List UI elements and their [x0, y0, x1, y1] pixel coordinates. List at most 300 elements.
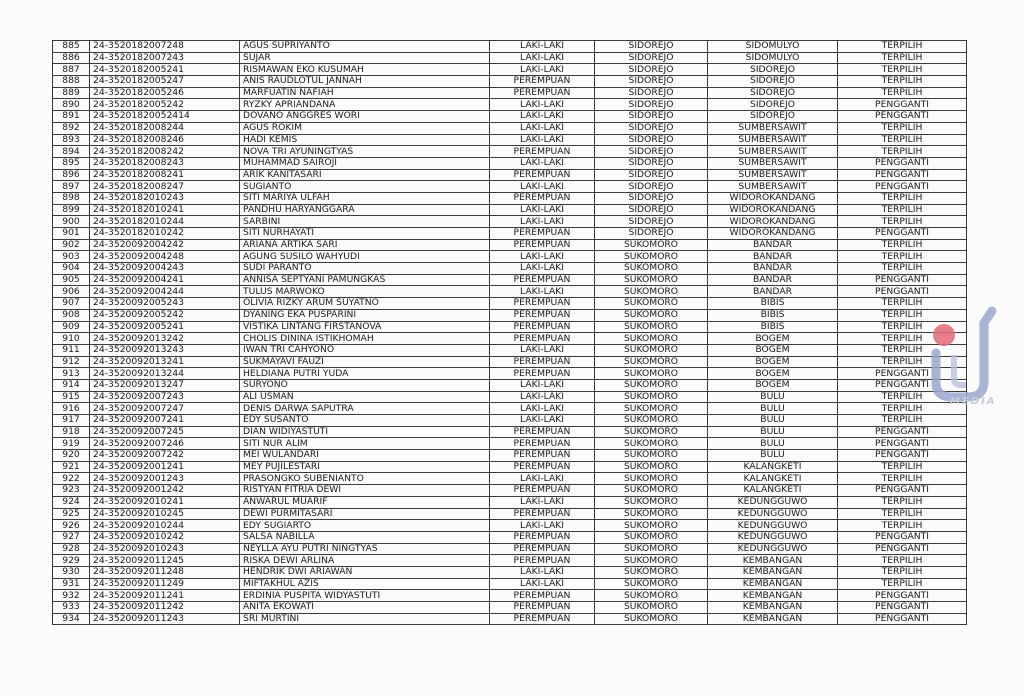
cell-desa: KEMBANGAN	[708, 566, 838, 578]
cell-status: PENGGANTI	[838, 169, 967, 181]
cell-person-name: ALI USMAN	[240, 391, 490, 403]
cell-desa: BIBIS	[708, 309, 838, 321]
cell-person-name: SUJAR	[240, 52, 490, 64]
cell-gender: PEREMPUAN	[490, 438, 595, 450]
cell-person-name: SUKMAYAVI FAUZI	[240, 356, 490, 368]
table-row	[53, 76, 967, 88]
cell-row-number: 886	[53, 52, 90, 64]
cell-row-number: 916	[53, 403, 90, 415]
cell-registration-id: 24-3520092001241	[90, 461, 240, 473]
cell-gender: PEREMPUAN	[490, 508, 595, 520]
cell-person-name: DENIS DARWA SAPUTRA	[240, 403, 490, 415]
cell-registration-id: 24-3520182005246	[90, 87, 240, 99]
cell-person-name: ARIK KANITASARI	[240, 169, 490, 181]
cell-registration-id: 24-3520182010244	[90, 216, 240, 228]
table-row	[53, 204, 967, 216]
table-row	[53, 169, 967, 181]
cell-row-number: 924	[53, 496, 90, 508]
cell-kecamatan: SUKOMORO	[595, 263, 708, 275]
cell-status: PENGGANTI	[838, 99, 967, 111]
cell-status: PENGGANTI	[838, 531, 967, 543]
table-row	[53, 438, 967, 450]
cell-status: PENGGANTI	[838, 426, 967, 438]
table-row	[53, 228, 967, 240]
cell-kecamatan: SUKOMORO	[595, 543, 708, 555]
cell-gender: PEREMPUAN	[490, 333, 595, 345]
cell-gender: PEREMPUAN	[490, 309, 595, 321]
table-row	[53, 251, 967, 263]
cell-kecamatan: SIDOREJO	[595, 64, 708, 76]
cell-desa: BOGEM	[708, 368, 838, 380]
cell-kecamatan: SUKOMORO	[595, 590, 708, 602]
cell-person-name: SRI MURTINI	[240, 613, 490, 625]
cell-desa: SIDOREJO	[708, 76, 838, 88]
cell-desa: BIBIS	[708, 321, 838, 333]
cell-desa: WIDOROKANDANG	[708, 216, 838, 228]
cell-kecamatan: SIDOREJO	[595, 41, 708, 53]
cell-person-name: ANITA EKOWATI	[240, 602, 490, 614]
cell-row-number: 892	[53, 122, 90, 134]
cell-person-name: DOVANO ANGGRES WORI	[240, 111, 490, 123]
table-row	[53, 403, 967, 415]
cell-row-number: 904	[53, 263, 90, 275]
table-row	[53, 64, 967, 76]
cell-kecamatan: SUKOMORO	[595, 461, 708, 473]
cell-status: TERPILIH	[838, 473, 967, 485]
cell-row-number: 909	[53, 321, 90, 333]
cell-desa: BULU	[708, 438, 838, 450]
cell-desa: BOGEM	[708, 333, 838, 345]
cell-desa: WIDOROKANDANG	[708, 204, 838, 216]
table-row	[53, 578, 967, 590]
cell-person-name: SARBINI	[240, 216, 490, 228]
cell-kecamatan: SUKOMORO	[595, 251, 708, 263]
cell-kecamatan: SIDOREJO	[595, 76, 708, 88]
cell-status: TERPILIH	[838, 403, 967, 415]
cell-person-name: AGUNG SUSILO WAHYUDI	[240, 251, 490, 263]
cell-desa: BOGEM	[708, 356, 838, 368]
cell-registration-id: 24-3520092010243	[90, 543, 240, 555]
cell-person-name: SITI NUR ALIM	[240, 438, 490, 450]
cell-row-number: 889	[53, 87, 90, 99]
cell-kecamatan: SIDOREJO	[595, 192, 708, 204]
cell-gender: LAKI-LAKI	[490, 415, 595, 427]
cell-registration-id: 24-3520182008242	[90, 146, 240, 158]
cell-registration-id: 24-3520092011242	[90, 602, 240, 614]
cell-person-name: ERDINIA PUSPITA WIDYASTUTI	[240, 590, 490, 602]
cell-row-number: 896	[53, 169, 90, 181]
cell-kecamatan: SUKOMORO	[595, 344, 708, 356]
cell-person-name: OLIVIA RIZKY ARUM SUYATNO	[240, 298, 490, 310]
cell-kecamatan: SUKOMORO	[595, 450, 708, 462]
cell-status: TERPILIH	[838, 555, 967, 567]
cell-row-number: 925	[53, 508, 90, 520]
cell-registration-id: 24-3520182010241	[90, 204, 240, 216]
cell-kecamatan: SUKOMORO	[595, 613, 708, 625]
cell-person-name: DYANING EKA PUSPARINI	[240, 309, 490, 321]
cell-kecamatan: SUKOMORO	[595, 566, 708, 578]
cell-registration-id: 24-3520182008241	[90, 169, 240, 181]
cell-desa: KEMBANGAN	[708, 613, 838, 625]
cell-row-number: 921	[53, 461, 90, 473]
cell-person-name: MIFTAKHUL AZIS	[240, 578, 490, 590]
table-row	[53, 333, 967, 345]
cell-status: TERPILIH	[838, 391, 967, 403]
cell-gender: LAKI-LAKI	[490, 344, 595, 356]
cell-registration-id: 24-3520092011248	[90, 566, 240, 578]
cell-gender: LAKI-LAKI	[490, 379, 595, 391]
table-row	[53, 543, 967, 555]
cell-desa: SUMBERSAWIT	[708, 181, 838, 193]
cell-row-number: 891	[53, 111, 90, 123]
cell-gender: PEREMPUAN	[490, 368, 595, 380]
cell-status: PENGGANTI	[838, 274, 967, 286]
table-row	[53, 566, 967, 578]
cell-status: PENGGANTI	[838, 286, 967, 298]
cell-desa: KALANGKETI	[708, 485, 838, 497]
cell-gender: PEREMPUAN	[490, 87, 595, 99]
cell-gender: PEREMPUAN	[490, 485, 595, 497]
cell-status: TERPILIH	[838, 333, 967, 345]
cell-person-name: ANWARUL MUARIF	[240, 496, 490, 508]
cell-desa: SUMBERSAWIT	[708, 157, 838, 169]
cell-gender: LAKI-LAKI	[490, 391, 595, 403]
cell-person-name: SUGIANTO	[240, 181, 490, 193]
cell-desa: BANDAR	[708, 239, 838, 251]
cell-registration-id: 24-3520092001243	[90, 473, 240, 485]
watermark-text: MEDIA	[950, 396, 997, 407]
iu-media-logo-icon	[928, 305, 998, 405]
cell-row-number: 922	[53, 473, 90, 485]
cell-desa: BULU	[708, 403, 838, 415]
table-row	[53, 263, 967, 275]
logo-blue-inner	[954, 355, 966, 385]
cell-status: TERPILIH	[838, 415, 967, 427]
cell-desa: WIDOROKANDANG	[708, 192, 838, 204]
cell-kecamatan: SUKOMORO	[595, 473, 708, 485]
cell-gender: LAKI-LAKI	[490, 216, 595, 228]
cell-person-name: DEWI PURMITASARI	[240, 508, 490, 520]
cell-registration-id: 24-3520092011243	[90, 613, 240, 625]
cell-desa: KALANGKETI	[708, 473, 838, 485]
cell-desa: SIDOMULYO	[708, 52, 838, 64]
cell-gender: PEREMPUAN	[490, 228, 595, 240]
cell-status: PENGGANTI	[838, 450, 967, 462]
cell-gender: LAKI-LAKI	[490, 134, 595, 146]
cell-person-name: EDY SUGIARTO	[240, 520, 490, 532]
cell-registration-id: 24-3520182007248	[90, 41, 240, 53]
table-row	[53, 391, 967, 403]
cell-kecamatan: SUKOMORO	[595, 239, 708, 251]
cell-status: PENGGANTI	[838, 590, 967, 602]
cell-gender: LAKI-LAKI	[490, 111, 595, 123]
cell-person-name: AGUS ROKIM	[240, 122, 490, 134]
cell-status: PENGGANTI	[838, 111, 967, 123]
table-row	[53, 321, 967, 333]
cell-gender: LAKI-LAKI	[490, 403, 595, 415]
cell-kecamatan: SIDOREJO	[595, 157, 708, 169]
cell-registration-id: 24-3520182005242	[90, 99, 240, 111]
cell-gender: PEREMPUAN	[490, 321, 595, 333]
table-row	[53, 157, 967, 169]
cell-registration-id: 24-35201820052414	[90, 111, 240, 123]
cell-registration-id: 24-3520092007246	[90, 438, 240, 450]
cell-kecamatan: SIDOREJO	[595, 134, 708, 146]
cell-status: TERPILIH	[838, 520, 967, 532]
cell-gender: LAKI-LAKI	[490, 99, 595, 111]
cell-registration-id: 24-3520182005241	[90, 64, 240, 76]
cell-desa: SIDOREJO	[708, 64, 838, 76]
cell-registration-id: 24-3520182010243	[90, 192, 240, 204]
cell-row-number: 934	[53, 613, 90, 625]
cell-row-number: 929	[53, 555, 90, 567]
cell-kecamatan: SUKOMORO	[595, 356, 708, 368]
cell-person-name: NOVA TRI AYUNINGTYAS	[240, 146, 490, 158]
cell-kecamatan: SIDOREJO	[595, 181, 708, 193]
table-row	[53, 41, 967, 53]
cell-desa: KEDUNGGUWO	[708, 520, 838, 532]
cell-kecamatan: SUKOMORO	[595, 309, 708, 321]
cell-row-number: 890	[53, 99, 90, 111]
cell-registration-id: 24-3520092013247	[90, 379, 240, 391]
cell-desa: SUMBERSAWIT	[708, 134, 838, 146]
table-row	[53, 344, 967, 356]
table-row	[53, 379, 967, 391]
cell-desa: KEDUNGGUWO	[708, 543, 838, 555]
table-row	[53, 450, 967, 462]
cell-gender: PEREMPUAN	[490, 590, 595, 602]
cell-kecamatan: SUKOMORO	[595, 321, 708, 333]
cell-person-name: SITI MARIYA ULFAH	[240, 192, 490, 204]
table-row	[53, 274, 967, 286]
table-row	[53, 52, 967, 64]
cell-person-name: MARFUATIN NAFIAH	[240, 87, 490, 99]
cell-registration-id: 24-3520182008246	[90, 134, 240, 146]
cell-registration-id: 24-3520092010241	[90, 496, 240, 508]
cell-gender: LAKI-LAKI	[490, 181, 595, 193]
cell-registration-id: 24-3520182005247	[90, 76, 240, 88]
cell-status: TERPILIH	[838, 122, 967, 134]
cell-status: TERPILIH	[838, 309, 967, 321]
cell-status: TERPILIH	[838, 134, 967, 146]
cell-kecamatan: SIDOREJO	[595, 122, 708, 134]
cell-status: TERPILIH	[838, 41, 967, 53]
cell-person-name: DIAN WIDIYASTUTI	[240, 426, 490, 438]
cell-person-name: ARIANA ARTIKA SARI	[240, 239, 490, 251]
cell-kecamatan: SUKOMORO	[595, 508, 708, 520]
cell-status: TERPILIH	[838, 356, 967, 368]
cell-row-number: 928	[53, 543, 90, 555]
cell-kecamatan: SUKOMORO	[595, 286, 708, 298]
cell-status: TERPILIH	[838, 508, 967, 520]
cell-registration-id: 24-3520092011241	[90, 590, 240, 602]
cell-person-name: VISTIKA LINTANG FIRSTANOVA	[240, 321, 490, 333]
cell-kecamatan: SUKOMORO	[595, 578, 708, 590]
cell-row-number: 926	[53, 520, 90, 532]
cell-desa: BULU	[708, 450, 838, 462]
cell-row-number: 914	[53, 379, 90, 391]
cell-gender: PEREMPUAN	[490, 461, 595, 473]
cell-kecamatan: SUKOMORO	[595, 496, 708, 508]
table-row	[53, 590, 967, 602]
cell-row-number: 920	[53, 450, 90, 462]
cell-desa: BULU	[708, 415, 838, 427]
cell-desa: SUMBERSAWIT	[708, 122, 838, 134]
cell-gender: PEREMPUAN	[490, 192, 595, 204]
cell-gender: LAKI-LAKI	[490, 286, 595, 298]
cell-row-number: 933	[53, 602, 90, 614]
table-row	[53, 426, 967, 438]
cell-gender: PEREMPUAN	[490, 356, 595, 368]
cell-gender: PEREMPUAN	[490, 602, 595, 614]
cell-status: TERPILIH	[838, 298, 967, 310]
cell-person-name: SITI NURHAYATI	[240, 228, 490, 240]
cell-desa: BULU	[708, 426, 838, 438]
cell-row-number: 897	[53, 181, 90, 193]
cell-registration-id: 24-3520092013242	[90, 333, 240, 345]
cell-kecamatan: SIDOREJO	[595, 111, 708, 123]
cell-kecamatan: SUKOMORO	[595, 602, 708, 614]
cell-person-name: EDY SUSANTO	[240, 415, 490, 427]
table-row	[53, 356, 967, 368]
cell-row-number: 915	[53, 391, 90, 403]
table-row	[53, 496, 967, 508]
cell-gender: PEREMPUAN	[490, 426, 595, 438]
table-row	[53, 146, 967, 158]
cell-desa: KEMBANGAN	[708, 602, 838, 614]
cell-gender: LAKI-LAKI	[490, 204, 595, 216]
cell-status: PENGGANTI	[838, 602, 967, 614]
cell-person-name: TULUS MARWOKO	[240, 286, 490, 298]
cell-registration-id: 24-3520092004243	[90, 263, 240, 275]
cell-status: TERPILIH	[838, 146, 967, 158]
cell-status: TERPILIH	[838, 566, 967, 578]
cell-registration-id: 24-3520092011245	[90, 555, 240, 567]
cell-kecamatan: SUKOMORO	[595, 485, 708, 497]
cell-row-number: 885	[53, 41, 90, 53]
cell-person-name: MUHAMMAD SAIROJI	[240, 157, 490, 169]
cell-desa: SUMBERSAWIT	[708, 169, 838, 181]
cell-row-number: 895	[53, 157, 90, 169]
cell-gender: PEREMPUAN	[490, 531, 595, 543]
cell-row-number: 906	[53, 286, 90, 298]
cell-gender: PEREMPUAN	[490, 169, 595, 181]
cell-gender: LAKI-LAKI	[490, 122, 595, 134]
cell-desa: SIDOMULYO	[708, 41, 838, 53]
cell-row-number: 913	[53, 368, 90, 380]
cell-status: TERPILIH	[838, 52, 967, 64]
cell-status: TERPILIH	[838, 496, 967, 508]
cell-desa: WIDOROKANDANG	[708, 228, 838, 240]
table-row	[53, 87, 967, 99]
cell-person-name: SUDI PARANTO	[240, 263, 490, 275]
cell-status: TERPILIH	[838, 216, 967, 228]
cell-row-number: 930	[53, 566, 90, 578]
cell-kecamatan: SUKOMORO	[595, 520, 708, 532]
cell-registration-id: 24-3520092013243	[90, 344, 240, 356]
cell-row-number: 905	[53, 274, 90, 286]
cell-gender: PEREMPUAN	[490, 450, 595, 462]
cell-person-name: PRASONGKO SUBENIANTO	[240, 473, 490, 485]
cell-row-number: 923	[53, 485, 90, 497]
cell-person-name: RISMAWAN EKO KUSUMAH	[240, 64, 490, 76]
cell-registration-id: 24-3520092004248	[90, 251, 240, 263]
table-row	[53, 286, 967, 298]
cell-row-number: 900	[53, 216, 90, 228]
cell-kecamatan: SIDOREJO	[595, 87, 708, 99]
cell-gender: PEREMPUAN	[490, 613, 595, 625]
cell-registration-id: 24-3520092007243	[90, 391, 240, 403]
cell-registration-id: 24-3520092001242	[90, 485, 240, 497]
cell-desa: BANDAR	[708, 251, 838, 263]
cell-gender: PEREMPUAN	[490, 274, 595, 286]
cell-registration-id: 24-3520092013244	[90, 368, 240, 380]
cell-kecamatan: SIDOREJO	[595, 99, 708, 111]
cell-registration-id: 24-3520092007241	[90, 415, 240, 427]
cell-person-name: RYZKY APRIANDANA	[240, 99, 490, 111]
cell-desa: SIDOREJO	[708, 99, 838, 111]
cell-desa: KEMBANGAN	[708, 578, 838, 590]
table-row	[53, 461, 967, 473]
cell-registration-id: 24-3520182007243	[90, 52, 240, 64]
cell-kecamatan: SIDOREJO	[595, 216, 708, 228]
cell-row-number: 902	[53, 239, 90, 251]
cell-person-name: MEI WULANDARI	[240, 450, 490, 462]
cell-status: TERPILIH	[838, 578, 967, 590]
cell-row-number: 893	[53, 134, 90, 146]
cell-desa: KEMBANGAN	[708, 555, 838, 567]
cell-row-number: 888	[53, 76, 90, 88]
cell-status: PENGGANTI	[838, 379, 967, 391]
cell-registration-id: 24-3520092007242	[90, 450, 240, 462]
cell-status: PENGGANTI	[838, 543, 967, 555]
table-row	[53, 415, 967, 427]
cell-desa: BULU	[708, 391, 838, 403]
cell-gender: PEREMPUAN	[490, 76, 595, 88]
cell-status: TERPILIH	[838, 239, 967, 251]
cell-status: PENGGANTI	[838, 181, 967, 193]
cell-registration-id: 24-3520092011249	[90, 578, 240, 590]
cell-row-number: 887	[53, 64, 90, 76]
cell-registration-id: 24-3520092004241	[90, 274, 240, 286]
cell-registration-id: 24-3520092005242	[90, 309, 240, 321]
cell-gender: PEREMPUAN	[490, 239, 595, 251]
cell-gender: PEREMPUAN	[490, 298, 595, 310]
cell-gender: LAKI-LAKI	[490, 64, 595, 76]
cell-desa: SIDOREJO	[708, 111, 838, 123]
table-row	[53, 122, 967, 134]
cell-kecamatan: SIDOREJO	[595, 228, 708, 240]
cell-registration-id: 24-3520092005241	[90, 321, 240, 333]
cell-status: TERPILIH	[838, 251, 967, 263]
cell-gender: PEREMPUAN	[490, 146, 595, 158]
cell-desa: SUMBERSAWIT	[708, 146, 838, 158]
results-table	[52, 40, 967, 625]
table-body	[53, 41, 967, 625]
cell-status: PENGGANTI	[838, 485, 967, 497]
cell-desa: BOGEM	[708, 379, 838, 391]
table-row	[53, 298, 967, 310]
cell-person-name: IWAN TRI CAHYONO	[240, 344, 490, 356]
cell-registration-id: 24-3520092004242	[90, 239, 240, 251]
cell-gender: PEREMPUAN	[490, 555, 595, 567]
cell-gender: LAKI-LAKI	[490, 520, 595, 532]
cell-kecamatan: SIDOREJO	[595, 52, 708, 64]
cell-gender: PEREMPUAN	[490, 543, 595, 555]
table-row	[53, 134, 967, 146]
cell-row-number: 918	[53, 426, 90, 438]
cell-registration-id: 24-3520092007245	[90, 426, 240, 438]
